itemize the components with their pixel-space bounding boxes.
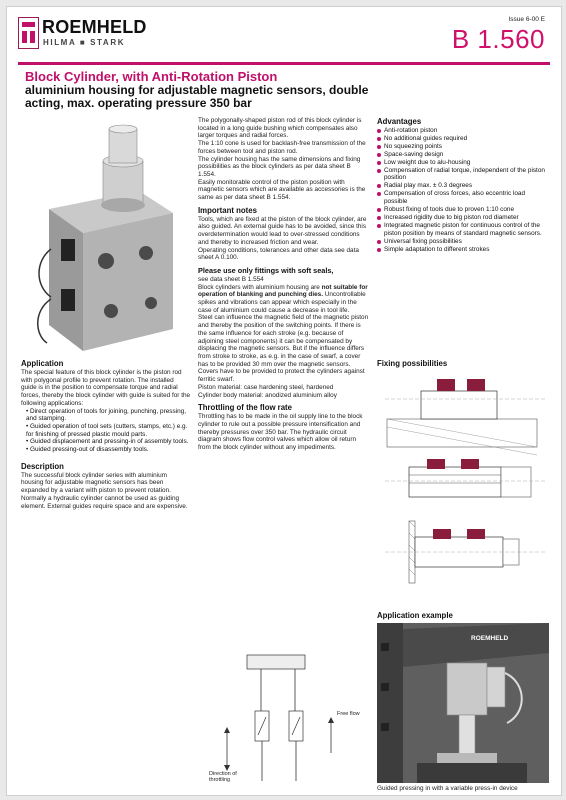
roemheld-logo-icon	[18, 17, 39, 49]
list-item: No squeezing points	[377, 143, 547, 151]
direction-label: Direction of throttling	[209, 771, 237, 783]
application-list	[21, 408, 191, 454]
description-heading: Description	[21, 461, 64, 471]
issue-label: Issue 6-00 E	[508, 16, 545, 23]
list-item: Robust fixing of tools due to proven 1:10 cone	[377, 206, 547, 214]
application-section	[21, 359, 191, 510]
seals-reference: see data sheet B 1.554	[198, 275, 264, 283]
advantages-section	[377, 117, 547, 254]
intro-text: The 1:10 cone is used for backlash-free transmission of the forces between tool and piston rod.	[198, 140, 366, 155]
application-heading: Application	[21, 359, 64, 368]
cylinder-product-image	[21, 121, 191, 357]
description-text: The successful block cylinder series with aluminium housing for adjustable magnetic sensors has been expanded by a variant with piston to prevent rotation.	[21, 471, 171, 495]
middle-column	[198, 117, 369, 452]
list-item: Space-saving design	[377, 151, 547, 159]
application-text: The special feature of this block cylinder is the piston rod with polygonal profile to prevent rotation. The installed guide is in the position to compensate torque and radial forces, thereby the block cylinder with guide is suited for the following applications:	[21, 369, 191, 407]
list-item: Anti-rotation piston	[377, 127, 547, 135]
seals-heading: Please use only fittings with soft seals,	[198, 265, 334, 275]
hydraulic-circuit-diagram	[203, 653, 363, 789]
notes-text: Operating conditions, tolerances and other data see data sheet A 0.100.	[198, 246, 359, 262]
list-item: Simple adaptation to different strokes	[377, 246, 547, 254]
application-example-heading: Application example	[377, 611, 453, 620]
list-item: Low weight due to alu-housing	[377, 159, 547, 167]
description-text: Normally a hydraulic cylinder cannot be used as guiding element. External guides require space and are expensive.	[21, 494, 188, 510]
notes-text-part: Uncontrollable spikes and vibrations can appear which especially in the case of aluminium could cause a decrease in tool life.	[198, 291, 366, 314]
page-title: Block Cylinder, with Anti-Rotation Piston	[25, 69, 278, 84]
throttling-text: Throttling has to be made in the oil supply line to the block cylinder to rule out a possible pressure intensification and thereby pressures over 350 bar. The hydraulic circuit diagram shows flow control valves which allow oil return from the block cylinder without any impediments.	[198, 413, 363, 452]
list-item: • Guided displacement and pressing-in of assembly tools.	[26, 438, 191, 446]
application-example-image	[377, 623, 549, 783]
notes-text: Tools, which are fixed at the piston of the block cylinder, are also guided. An external guide has to be avoided, since this overdetermination would lead to over-stressed conditions and thereby to increased friction and wear.	[198, 215, 367, 246]
intro-text: The cylinder housing has the same dimensions and fixing possibilities as the block cylinders as per data sheet B 1.554.	[198, 155, 361, 178]
list-item: Integrated magnetic piston for continuous control of the piston position by means of standard magnetic sensors.	[377, 222, 547, 238]
advantages-list	[377, 127, 547, 254]
list-item: Compensation of cross forces, also eccentric load possible	[377, 190, 547, 206]
application-example-brand: ROEMHELD	[471, 635, 509, 642]
data-sheet-page	[6, 6, 562, 796]
list-item: Universal fixing possibilities	[377, 238, 547, 246]
material-text: Piston material: case hardening steel, hardened	[198, 383, 334, 391]
fixing-heading: Fixing possibilities	[377, 359, 448, 368]
brand-subtitle: HILMA ■ STARK	[43, 38, 126, 47]
intro-text: The polygonally-shaped piston rod of this block cylinder is located in a long guide bushing which compensates also larger torques and radial forces.	[198, 117, 362, 140]
list-item: No additional guides required	[377, 135, 547, 143]
fixing-possibilities-diagram	[381, 371, 549, 597]
list-item: Compensation of radial torque, independent of the piston position	[377, 167, 547, 183]
throttling-heading: Throttling of the flow rate	[198, 403, 292, 413]
intro-text: Easily monitorable control of the piston position with magnetic sensors which are available as accessories is the same as per data sheet B 1.554.	[198, 178, 366, 202]
page-subtitle: aluminium housing for adjustable magnetic sensors, double acting, max. operating pressure 350 bar	[25, 83, 369, 110]
list-item: • Guided pressing-out of disassembly tools.	[26, 446, 191, 454]
list-item: Radial play max. ± 0.3 degrees	[377, 182, 547, 190]
notes-text-part: Block cylinders with aluminium housing are	[198, 283, 320, 291]
notes-text	[198, 284, 369, 315]
notes-warning: not suitable for operation of blanking and punching dies.	[198, 283, 368, 299]
header-divider	[18, 62, 550, 65]
advantages-heading: Advantages	[377, 117, 422, 126]
application-example-caption: Guided pressing in with a variable press-in device	[377, 785, 518, 792]
material-text: Cylinder body material: anodized aluminium alloy	[198, 391, 337, 399]
document-number: B 1.560	[451, 24, 545, 54]
list-item: Increased rigidity due to big piston rod diameter	[377, 214, 547, 222]
free-flow-label: Free flow	[337, 711, 360, 717]
notes-text: Steel can influence the magnetic field of the magnetic piston and thereby the position of the switching points. If there is the same influence for each stroke (e.g. because of adjoining steel components) it can be compensated by displacing the magnetic sensors. But if the influence differs from stroke to stroke, as e.g. in the case of swarf, a cover has to be provided 30 mm over the magnetic sensors.	[198, 314, 369, 368]
important-notes-heading: Important notes	[198, 205, 257, 215]
list-item: • Direct operation of tools for joining, punching, pressing, and stamping.	[26, 408, 191, 423]
notes-text: Covers have to be provided to protect the cylinders against ferritic swarf.	[198, 368, 365, 384]
list-item: • Guided operation of tool sets (cutters, stamps, etc.) e.g. for finishing of pressed plastic mould parts.	[26, 423, 191, 438]
brand-name: ROEMHELD	[42, 17, 147, 37]
